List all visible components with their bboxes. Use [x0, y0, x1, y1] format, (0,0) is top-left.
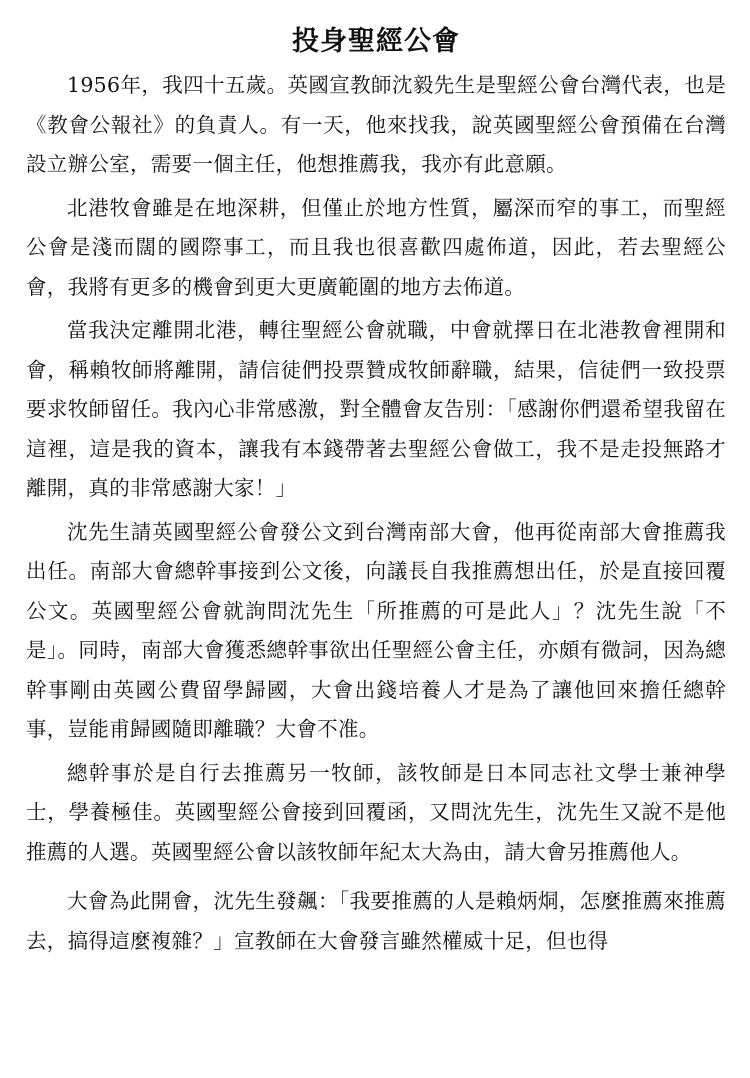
paragraph-1: 1956年，我四十五歲。英國宣教師沈毅先生是聖經公會台灣代表，也是《教會公報社》的負責人。有一天，他來找我，說英國聖經公會預備在台灣設立辦公室，需要一個主任，他想推薦我，我亦有此意願。 — [26, 73, 726, 176]
paragraph-2: 北港牧會雖是在地深耕，但僅止於地方性質，屬深而窄的事工，而聖經公會是淺而闊的國際事工，而且我也很喜歡四處佈道，因此，若去聖經公會，我將有更多的機會到更大更廣範圍的地方去佈道。 — [26, 195, 726, 299]
page-title: 投身聖經公會 — [292, 26, 460, 57]
paragraph-3: 當我決定離開北港，轉往聖經公會就職，中會就擇日在北港教會裡開和會，稱賴牧師將離開，請信徒們投票贊成牧師辭職，結果，信徒們一致投票要求牧師留任。我內心非常感激，對全體會友告別：「感謝你們還希望我留在這裡，這是我的資本，讓我有本錢帶著去聖經公會做工，我不是走投無路才離開，真的非常感謝大家！」 — [26, 318, 726, 500]
paragraph-4: 沈先生請英國聖經公會發公文到台灣南部大會，他再從南部大會推薦我出任。南部大會總幹事接到公文後，向議長自我推薦想出任，於是直接回覆公文。英國聖經公會就詢問沈先生「所推薦的可是此人」？沈先生說「不是」。同時，南部大會獲悉總幹事欲出任聖經公會主任，亦頗有微詞，因為總幹事剛由英國公費留學歸國，大會出錢培養人才是為了讓他回來擔任總幹事，豈能甫歸國隨即離職？大會不准。 — [26, 519, 726, 741]
paragraph-5: 總幹事於是自行去推薦另一牧師，該牧師是日本同志社文學士兼神學士，學養極佳。英國聖經公會接到回覆函，又問沈先生，沈先生又說不是他推薦的人選。英國聖經公會以該牧師年紀太大為由，請大會另推薦他人。 — [26, 760, 726, 864]
paragraph-6: 大會為此開會，沈先生發飆：「我要推薦的人是賴炳烔，怎麼推薦來推薦去，搞得這麼複雜？」宣教師在大會發言雖然權威十足，但也得 — [26, 889, 726, 953]
